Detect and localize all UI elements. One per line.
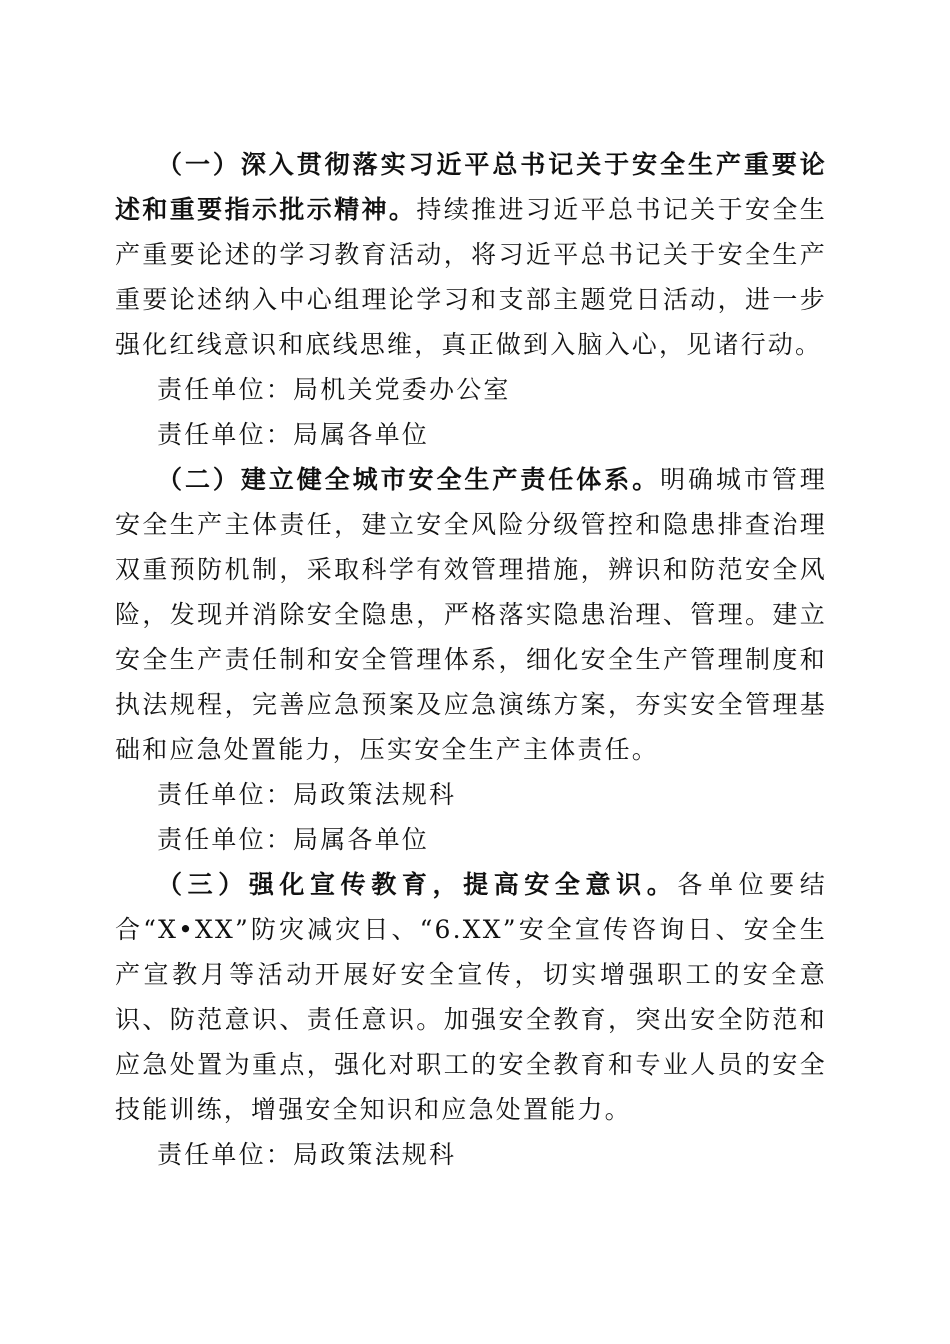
section-body: 明确城市管理安全生产主体责任，建立安全风险分级管控和隐患排查治理双重预防机制，采取科学有效管理措施，辨识和防范安全风险，发现并消除安全隐患，严格落实隐患治理、管理。建立安全生产责任制和安全管理体系，细化安全生产管理制度和执法规程，完善应急预案及应急演练方案，夯实安全管理基础和应急处置能力，压实安全生产主体责任。 (115, 465, 827, 764)
section-paragraph (115, 457, 827, 772)
responsible-unit: 责任单位：局机关党委办公室 (157, 375, 511, 404)
responsible-unit: 责任单位：局属各单位 (157, 420, 430, 449)
responsible-unit: 责任单位：局政策法规科 (157, 1140, 457, 1169)
section-paragraph (115, 862, 827, 1132)
section-1 (115, 142, 827, 457)
section-paragraph (115, 142, 827, 367)
section-body: 各单位要结合“X•XX”防灾减灾日、“6.XX”安全宣传咨询日、安全生产宣教月等活动开展好安全宣传，切实增强职工的安全意识、防范意识、责任意识。加强安全教育，突出安全防范和应急处置为重点，强化对职工的安全教育和专业人员的安全技能训练，增强安全知识和应急处置能力。 (115, 870, 827, 1124)
responsible-unit: 责任单位：局属各单位 (157, 825, 430, 854)
section-2 (115, 457, 827, 862)
document-page (115, 142, 827, 1177)
section-heading: （一）深入贯彻落实习近平总书记关于安全生产重要论述和重要指示批示精神。 (115, 150, 827, 224)
section-heading: （二）建立健全城市安全生产责任体系。 (157, 465, 661, 494)
section-3 (115, 862, 827, 1177)
responsible-unit: 责任单位：局政策法规科 (157, 780, 457, 809)
section-heading: （三）强化宣传教育，提高安全意识。 (157, 870, 678, 899)
section-body: 持续推进习近平总书记关于安全生产重要论述的学习教育活动，将习近平总书记关于安全生产重要论述纳入中心组理论学习和支部主题党日活动，进一步强化红线意识和底线思维，真正做到入脑入心，见诸行动。 (115, 195, 827, 359)
